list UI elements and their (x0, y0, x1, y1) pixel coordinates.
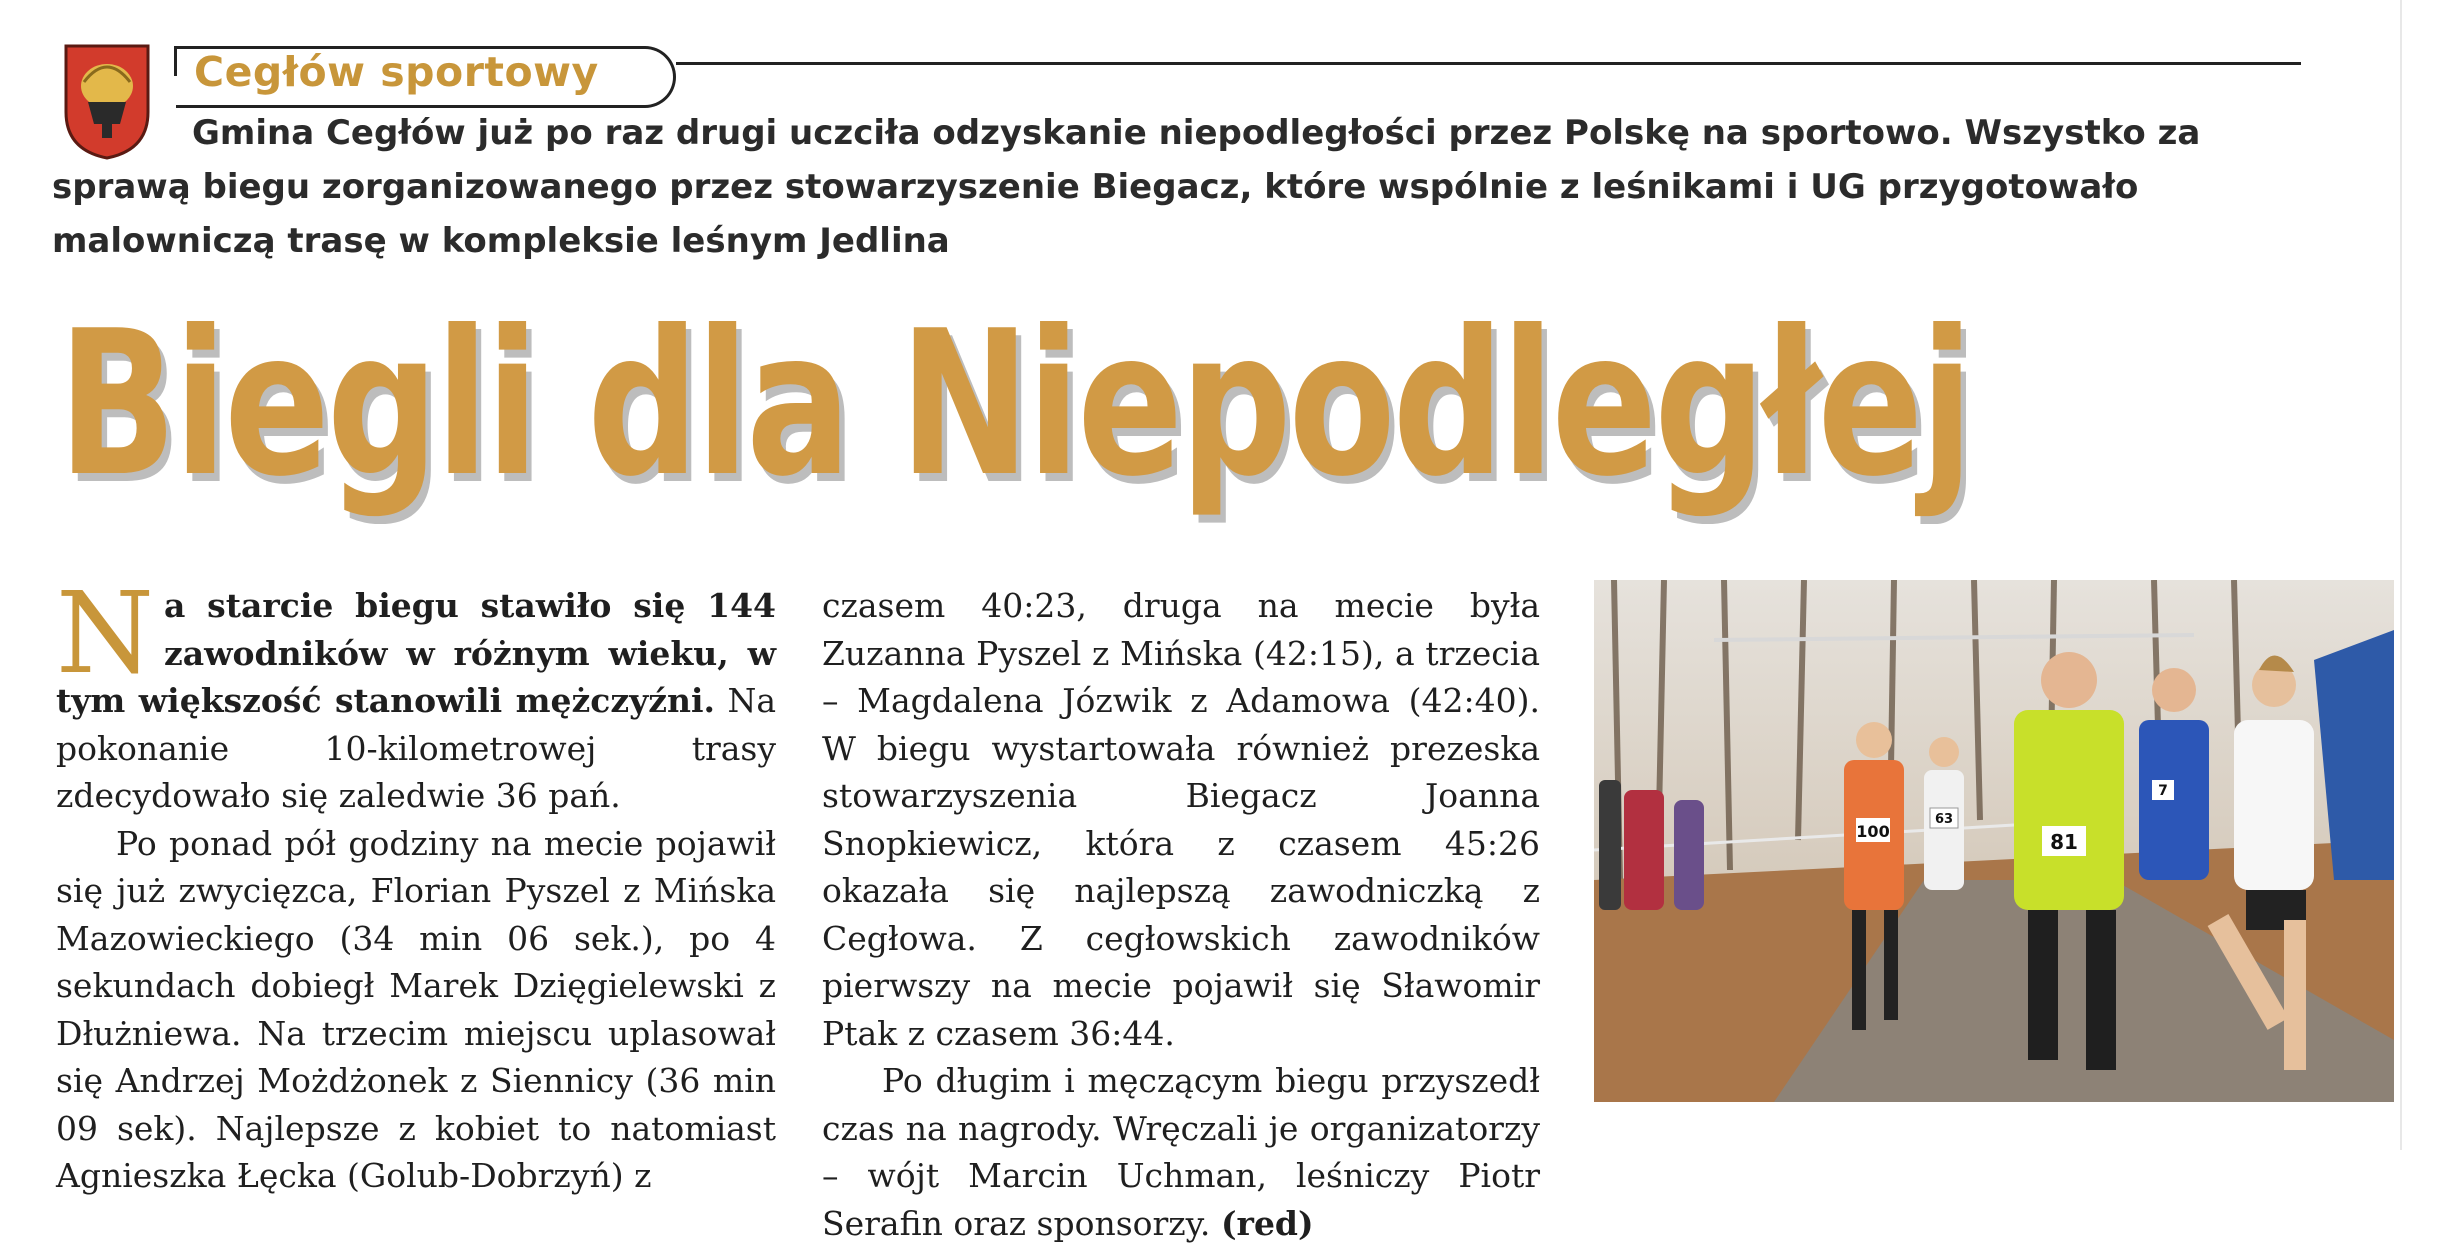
intro-paragraph (56, 569, 776, 820)
bib-number: 100 (1856, 822, 1890, 841)
drop-cap: N (56, 569, 154, 699)
paragraph-text: Po długim i męczącym biegu przyszedł czas na nagrody. Wręczali je organizatorzy – wójt Marcin Uchman, leśniczy Piotr Serafin oraz sponsorzy. (822, 1061, 1540, 1243)
scan-edge (2400, 0, 2402, 1150)
bib-number: 7 (2158, 783, 2168, 799)
signature: (red) (1220, 1203, 1314, 1243)
article-column-1 (56, 569, 776, 1200)
article-column-2 (822, 582, 1540, 1247)
intro-text: Na pokonanie 10-kilometrowej trasy zdecydowało się zaledwie 36 pań. (56, 681, 776, 815)
paragraph: Po ponad pół godziny na mecie pojawił się już zwycięzca, Florian Pyszel z Mińska Mazowieckiego (34 min 06 sek.), po 4 sekundach dobiegł Marek Dzięgielewski z Dłużniewa. Na trzecim miejscu uplasował się Andrzej Możdżonek z Siennicy (36 min 09 sek). Najlepsze z kobiet to natomiast Agnieszka Łęcka (Golub-Dobrzyń) z (56, 823, 776, 1195)
header-rule (676, 62, 2301, 65)
section-title: Cegłów sportowy (194, 48, 599, 96)
paragraph: czasem 40:23, druga na mecie była Zuzanna Pyszel z Mińska (42:15), a trzecia – Magdalena Józwik z Adamowa (42:40). W biegu wystartowała również prezeska stowarzyszenia Biegacz Joanna Snopkiewicz, która z czasem 45:26 okazała się najlepszą zawodniczką z Cegłowa. Z cegłowskich zawodników pierwszy na mecie pojawił się Sławomir Ptak z czasem 36:44. (822, 586, 1540, 1053)
bib-number: 63 (1934, 812, 1954, 827)
intro-bold-text: a starcie biegu stawiło się 144 zawodników w różnym wieku, w tym większość stanowili mężczyźni. (56, 586, 776, 720)
runners-photo (1594, 580, 2394, 1102)
bib-number: 81 (2050, 830, 2078, 854)
paragraph (822, 1057, 1540, 1247)
headline: Biegli dla Niepodległej (58, 288, 1971, 521)
lead-paragraph: Gmina Cegłów już po raz drugi uczciła odzyskanie niepodległości przez Polskę na sportowo. Wszystko za sprawą biegu zorganizowanego przez stowarzyszenie Biegacz, które wspólnie z leśnikami i UG przygotowało malowniczą trasę w kompleksie leśnym Jedlina (52, 113, 2201, 261)
